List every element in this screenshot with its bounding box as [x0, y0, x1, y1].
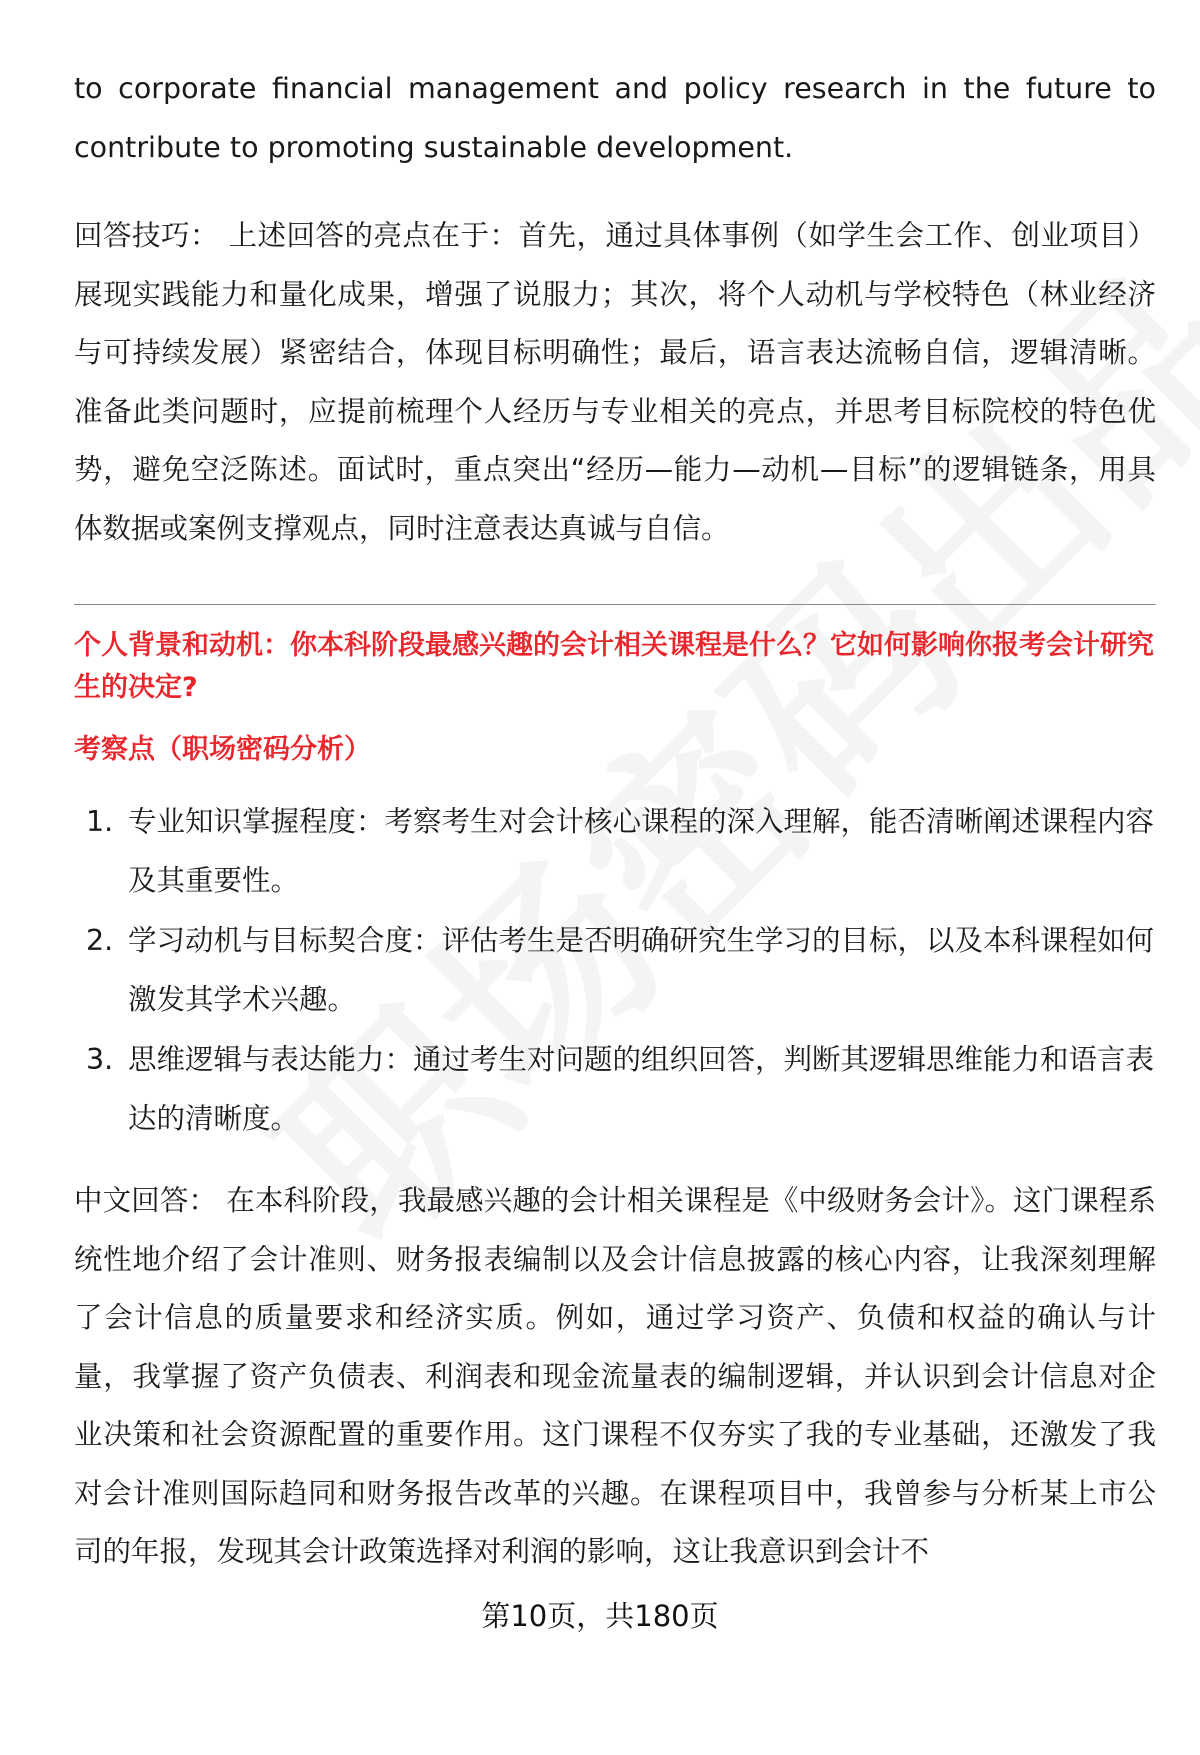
chinese-answer-paragraph: 中文回答： 在本科阶段，我最感兴趣的会计相关课程是《中级财务会计》。这门课程系统性地介绍了会计准则、财务报表编制以及会计信息披露的核心内容，让我深刻理解了会计信息的质量要求和经济实质。例如，通过学习资产、负债和权益的确认与计量，我掌握了资产负债表、利润表和现金流量表的编制逻辑，并认识到会计信息对企业决策和社会资源配置的重要作用。这门课程不仅夯实了我的专业基础，还激发了我对会计准则国际趋同和财务报告改革的兴趣。在课程项目中，我曾参与分析某上市公司的年报，发现其会计政策选择对利润的影响，这让我意识到会计不 [74, 1184, 1156, 1568]
list-item [74, 1031, 1156, 1148]
list-item-number: 3. [86, 1043, 114, 1076]
list-item [74, 793, 1156, 910]
list-item-number: 2. [86, 924, 114, 957]
list-item-text: 学习动机与目标契合度：评估考生是否明确研究生学习的目标，以及本科课程如何激发其学术兴趣。 [128, 924, 1155, 1016]
list-item [74, 912, 1156, 1029]
tips-paragraph: 回答技巧： 上述回答的亮点在于：首先，通过具体事例（如学生会工作、创业项目）展现实践能力和量化成果，增强了说服力；其次，将个人动机与学校特色（林业经济与可持续发展）紧密结合，体现目标明确性；最后，语言表达流畅自信，逻辑清晰。准备此类问题时，应提前梳理个人经历与专业相关的亮点，并思考目标院校的特色优势，避免空泛陈述。面试时，重点突出“经历—能力—动机—目标”的逻辑链条，用具体数据或案例支撑观点，同时注意表达真诚与自信。 [74, 219, 1156, 545]
document-page [74, 60, 1156, 1582]
analysis-points-list [74, 793, 1156, 1148]
page-number-footer: 第10页，共180页 [481, 1599, 719, 1633]
list-item-text: 专业知识掌握程度：考察考生对会计核心课程的深入理解，能否清晰阐述课程内容及其重要性。 [128, 805, 1155, 897]
section-title: 考察点（职场密码分析） [74, 734, 371, 765]
intro-paragraph: to corporate financial management and policy research in the future to contribute to promoting sustainable development. [74, 72, 1156, 164]
list-item-text: 思维逻辑与表达能力：通过考生对问题的组织回答，判断其逻辑思维能力和语言表达的清晰度。 [128, 1043, 1155, 1135]
list-item-number: 1. [86, 805, 114, 838]
question-heading: 个人背景和动机：你本科阶段最感兴趣的会计相关课程是什么？它如何影响你报考会计研究生的决定? [74, 630, 1154, 703]
section-divider [74, 604, 1156, 605]
